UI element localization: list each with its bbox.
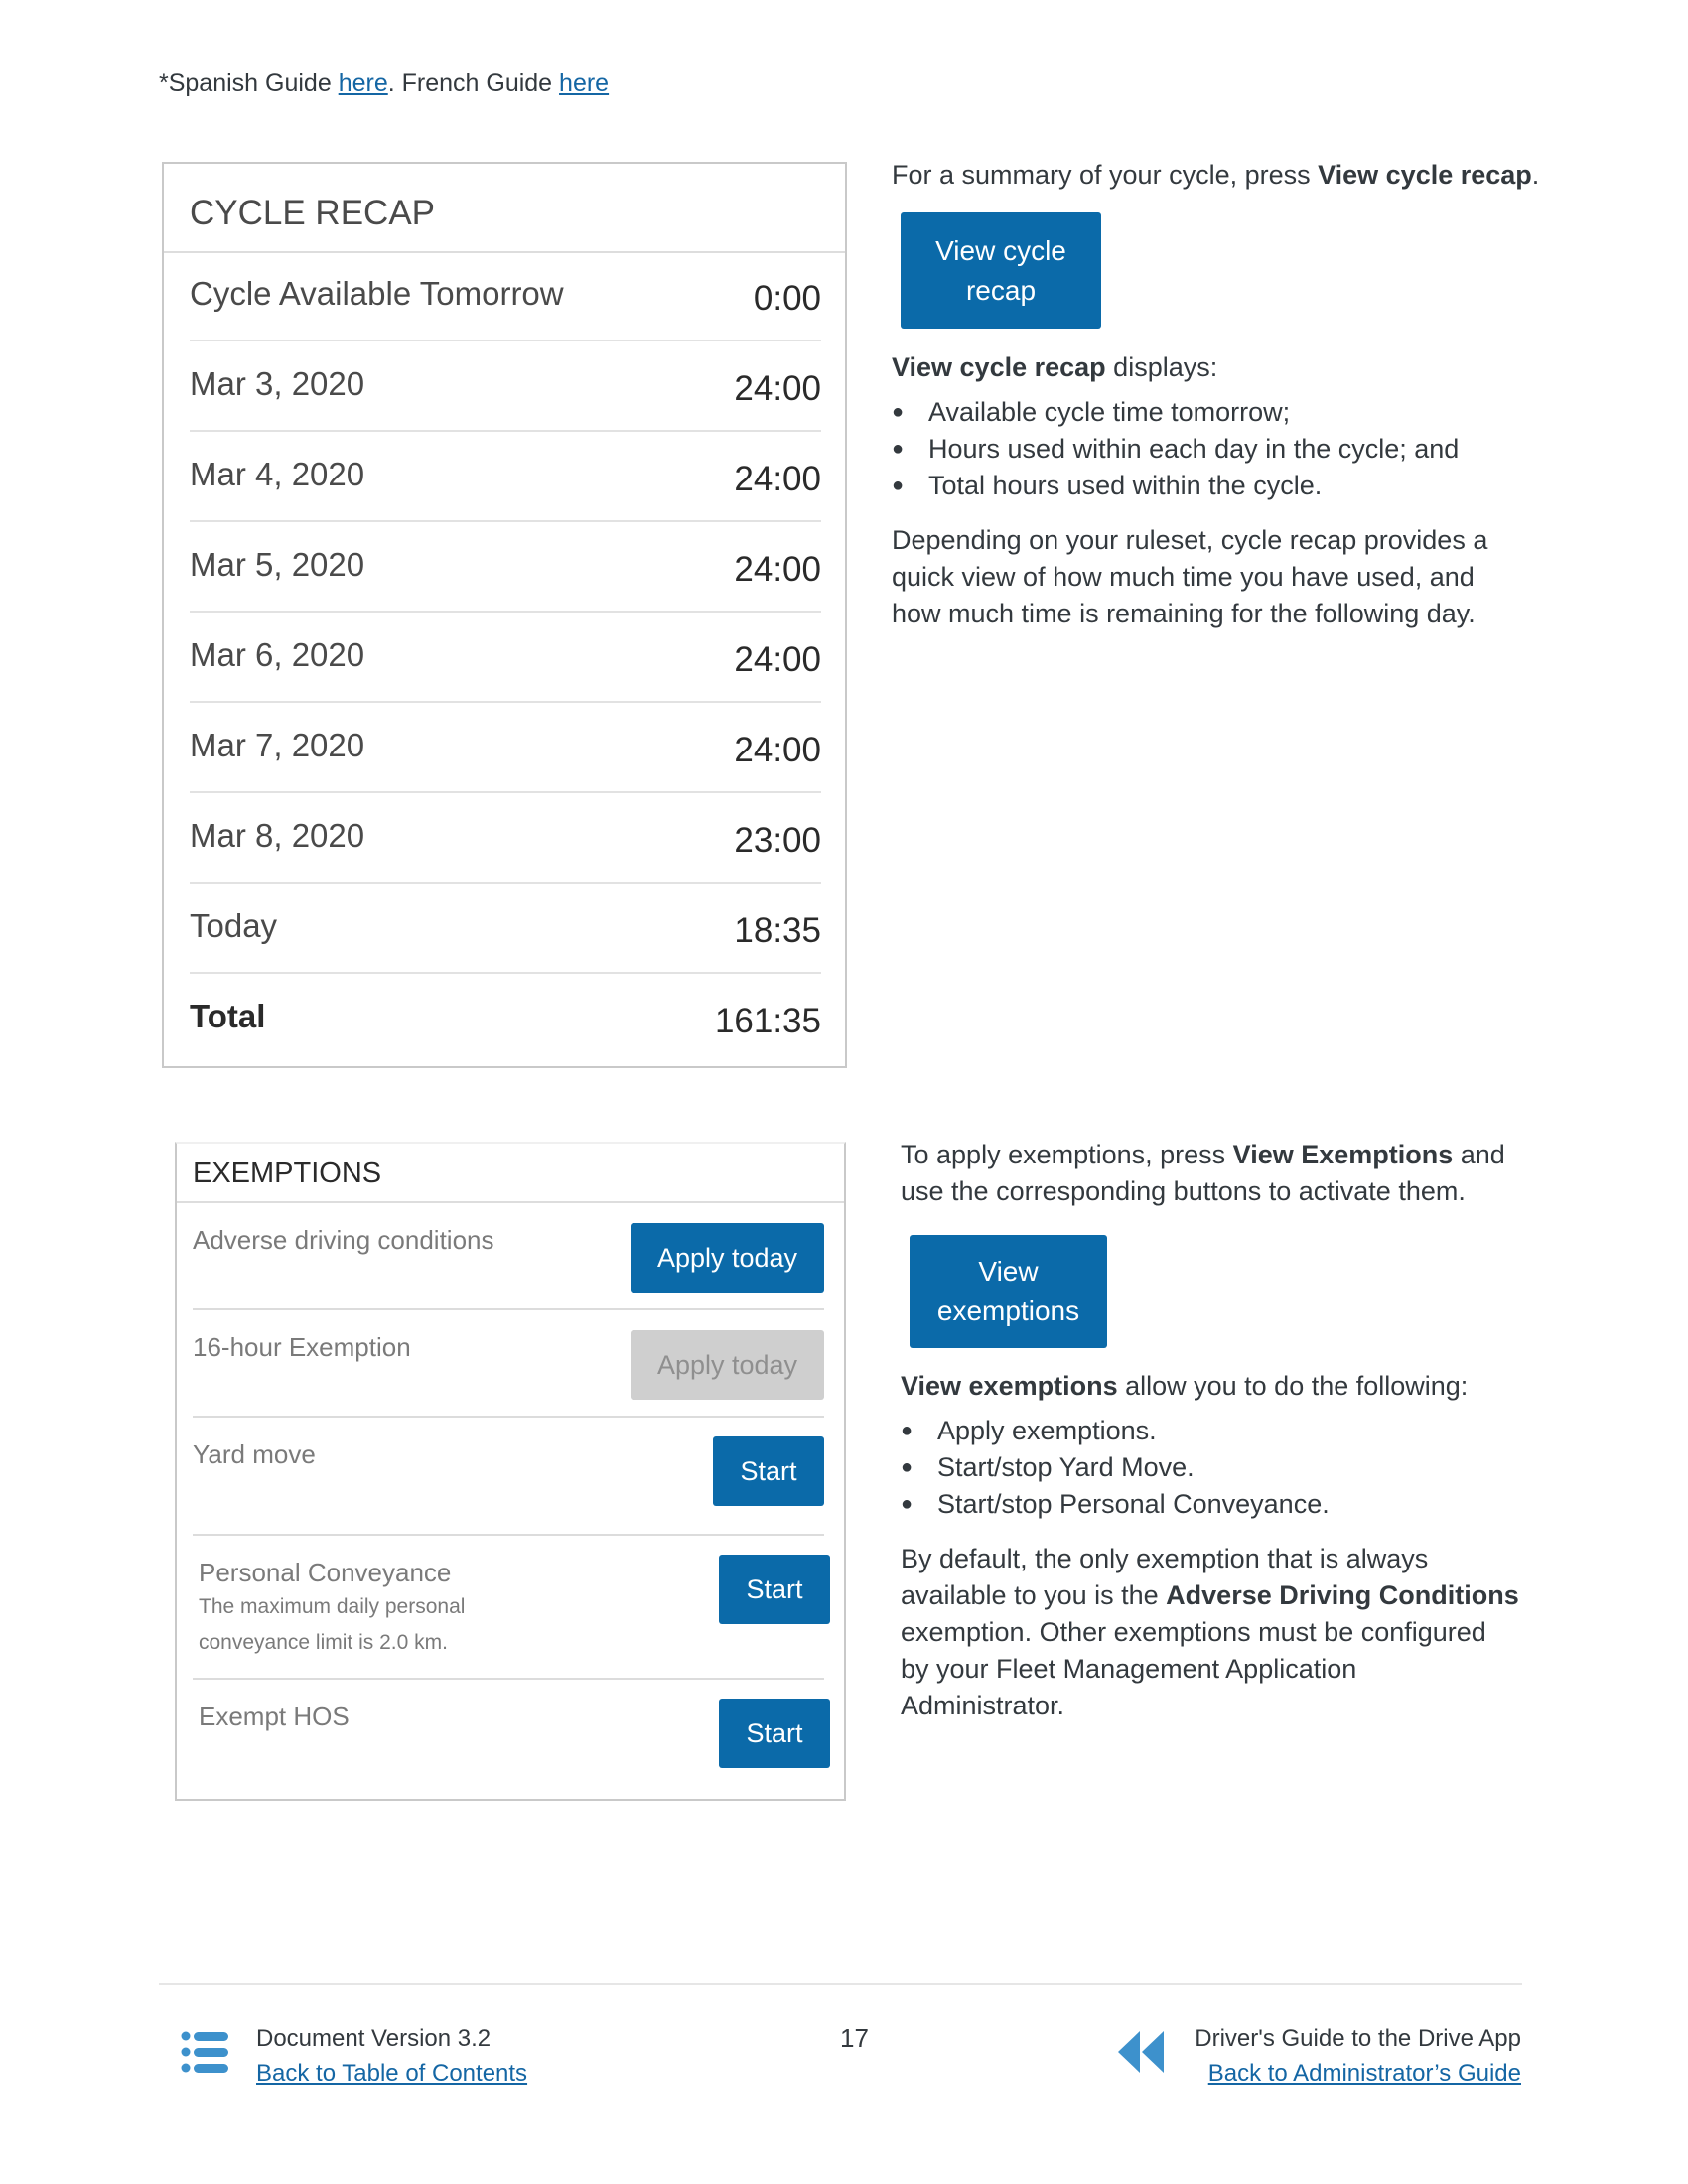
- exemptions-card: [175, 1142, 846, 1801]
- cycle-row-label: Mar 7, 2020: [190, 727, 365, 763]
- cycle-row-value: 0:00: [753, 279, 821, 318]
- exemptions-allow-bold: View exemptions: [901, 1371, 1118, 1401]
- cycle-row-day: [190, 522, 821, 613]
- start-yard-move-button[interactable]: Start: [713, 1436, 824, 1506]
- cycle-row-day: [190, 703, 821, 793]
- footer-left: [256, 2021, 527, 2091]
- cycle-row-value: 24:00: [734, 369, 821, 408]
- exemption-row-yard-move: [193, 1418, 824, 1536]
- exemptions-allow-suffix: allow you to do the following:: [1117, 1371, 1469, 1401]
- exemptions-intro-prefix: To apply exemptions, press: [901, 1140, 1233, 1169]
- cycle-displays-suffix: displays:: [1105, 352, 1218, 382]
- cycle-intro-text: [892, 157, 1539, 194]
- cycle-row-value: 161:35: [714, 1002, 821, 1040]
- exemption-row-adverse: [193, 1203, 824, 1310]
- exemption-label: Exempt HOS: [199, 1702, 350, 1731]
- cycle-row-label: Today: [190, 907, 278, 944]
- apply-today-16-hour-button[interactable]: Apply today: [631, 1330, 824, 1400]
- exemption-label: Yard move: [193, 1439, 316, 1469]
- list-item: ● Hours used within each day in the cycle; and: [892, 431, 1459, 468]
- exemption-row-16-hour: [193, 1310, 824, 1418]
- cycle-row-label: Mar 5, 2020: [190, 546, 365, 583]
- exemptions-intro-suffix: and: [1453, 1140, 1505, 1169]
- exemptions-intro-line: [901, 1137, 1505, 1173]
- exemptions-intro-line2: use the corresponding buttons to activate them.: [901, 1176, 1466, 1206]
- view-exemptions-label-line2: exemptions: [936, 1296, 1080, 1326]
- exemptions-paragraph-bold: Adverse Driving Conditions: [1166, 1580, 1519, 1610]
- view-cycle-recap-label-line2: recap: [965, 274, 1037, 306]
- cycle-intro-suffix: .: [1531, 160, 1540, 190]
- view-cycle-recap-label-line1: View cycle: [935, 234, 1066, 266]
- cycle-row-value: 24:00: [734, 460, 821, 498]
- exemptions-default-paragraph: [901, 1541, 1519, 1724]
- cycle-row-label: Mar 8, 2020: [190, 817, 365, 854]
- cycle-description-line: Depending on your ruleset, cycle recap provides a: [892, 525, 1488, 555]
- cycle-description-line: how much time is remaining for the following day.: [892, 599, 1476, 628]
- cycle-row-label: Mar 3, 2020: [190, 365, 365, 402]
- list-item: ● Apply exemptions.: [901, 1413, 1330, 1449]
- exemptions-title: EXEMPTIONS: [193, 1158, 382, 1189]
- cycle-row-value: 24:00: [734, 550, 821, 589]
- start-personal-conveyance-button[interactable]: Start: [719, 1555, 830, 1624]
- exemption-row-exempt-hos: [193, 1680, 824, 1797]
- language-guides-line: [159, 69, 609, 98]
- cycle-description-line: quick view of how much time you have used, and: [892, 562, 1475, 592]
- cycle-row-value: 18:35: [734, 911, 821, 950]
- cycle-displays-list: [892, 394, 1459, 504]
- exemptions-paragraph-line: [901, 1577, 1519, 1614]
- back-to-toc-link[interactable]: Back to Table of Contents: [256, 2060, 528, 2087]
- language-guides-middle: . French Guide: [387, 69, 560, 97]
- cycle-intro-prefix: For a summary of your cycle, press: [892, 160, 1319, 190]
- cycle-displays-bold: View cycle recap: [892, 352, 1106, 382]
- cycle-row-value: 24:00: [734, 731, 821, 769]
- guide-title: Driver's Guide to the Drive App: [1195, 2025, 1521, 2052]
- view-exemptions-label-line1: View: [978, 1256, 1039, 1287]
- cycle-recap-title: CYCLE RECAP: [190, 194, 436, 232]
- exemptions-paragraph-line: by your Fleet Management Application: [901, 1654, 1357, 1684]
- table-of-contents-icon[interactable]: [181, 2031, 230, 2073]
- cycle-row-today: [190, 884, 821, 974]
- view-exemptions-button[interactable]: [910, 1235, 1107, 1348]
- exemption-label: Personal Conveyance: [199, 1558, 452, 1587]
- exemption-label: 16-hour Exemption: [193, 1332, 411, 1362]
- exemptions-paragraph-line: By default, the only exemption that is always: [901, 1544, 1429, 1573]
- exemptions-intro-text: [901, 1137, 1505, 1210]
- cycle-row-value: 24:00: [734, 640, 821, 679]
- cycle-row-day: [190, 793, 821, 884]
- page-number: 17: [840, 2023, 869, 2053]
- cycle-description-paragraph: [892, 522, 1487, 632]
- cycle-row-label: Mar 4, 2020: [190, 456, 365, 492]
- cycle-row-total: [190, 974, 821, 1064]
- cycle-row-day: [190, 432, 821, 522]
- language-guides-prefix: *Spanish Guide: [159, 69, 339, 97]
- cycle-intro-bold: View cycle recap: [1318, 160, 1532, 190]
- footer-right: [1195, 2021, 1521, 2091]
- cycle-displays-heading: [892, 349, 1217, 386]
- french-guide-link[interactable]: here: [559, 69, 610, 97]
- cycle-row-value: 23:00: [734, 821, 821, 860]
- exemption-label: Adverse driving conditions: [193, 1225, 494, 1255]
- footer-divider: [159, 1983, 1522, 1985]
- list-item: ● Total hours used within the cycle.: [892, 468, 1459, 504]
- spanish-guide-link[interactable]: here: [338, 69, 388, 97]
- exemptions-intro-bold: View Exemptions: [1232, 1140, 1454, 1169]
- document-version: Document Version 3.2: [256, 2025, 492, 2052]
- cycle-row-label: Cycle Available Tomorrow: [190, 275, 564, 312]
- cycle-row-available-tomorrow: [190, 251, 821, 341]
- exemptions-paragraph-prefix: available to you is the: [901, 1580, 1167, 1610]
- exemption-sublabel: conveyance limit is 2.0 km.: [199, 1631, 448, 1654]
- list-item: ● Start/stop Personal Conveyance.: [901, 1486, 1330, 1523]
- cycle-row-day: [190, 341, 821, 432]
- exemption-row-personal-conveyance: [193, 1536, 824, 1680]
- start-exempt-hos-button[interactable]: Start: [719, 1699, 830, 1768]
- list-item: ● Start/stop Yard Move.: [901, 1449, 1330, 1486]
- exemptions-allow-list: [901, 1413, 1330, 1523]
- exemptions-paragraph-line: exemption. Other exemptions must be configured: [901, 1617, 1486, 1647]
- exemptions-paragraph-line: Administrator.: [901, 1691, 1065, 1720]
- apply-today-adverse-button[interactable]: Apply today: [631, 1223, 824, 1293]
- rewind-icon[interactable]: [1118, 2031, 1164, 2073]
- exemption-sublabel: The maximum daily personal: [199, 1595, 466, 1618]
- list-item: ● Available cycle time tomorrow;: [892, 394, 1459, 431]
- view-cycle-recap-button[interactable]: [901, 212, 1101, 329]
- cycle-row-label: Mar 6, 2020: [190, 636, 365, 673]
- cycle-row-label: Total: [190, 998, 266, 1034]
- cycle-recap-card: [162, 162, 847, 1068]
- back-to-admin-guide-link[interactable]: Back to Administrator’s Guide: [1207, 2060, 1521, 2087]
- cycle-row-day: [190, 613, 821, 703]
- exemptions-allow-heading: [901, 1368, 1468, 1405]
